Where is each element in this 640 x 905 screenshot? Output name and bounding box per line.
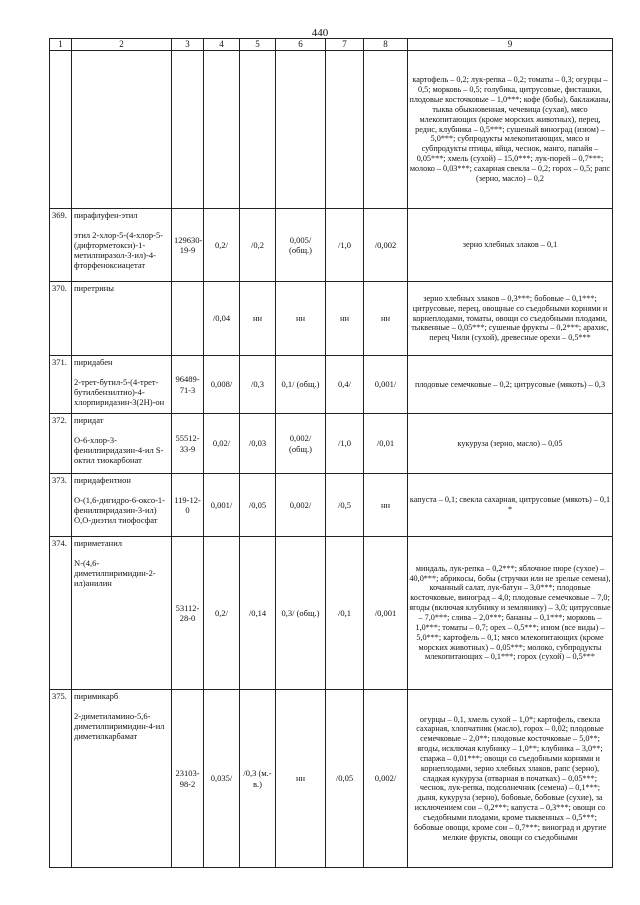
products-cell: кукуруза (зерно, масло) – 0,05 (408, 414, 613, 474)
value-cell: нн (276, 690, 326, 868)
table-row (50, 209, 613, 282)
value-cell: 0,2/ (204, 537, 240, 690)
value-cell: /0,03 (240, 414, 276, 474)
products-cell: миндаль, лук-репка – 0,2***; яблочное пюре (сухое) – 40,0***; абрикосы, бобы (стручки или не зрелые семена), кочанный салат, лук-батун – 3,0***; плодовые косточковые, виноград – 4,0; плодовые семечковые – 7,0; ягоды (включая клубнику и землянику) – 3,0; цитрусовые – 7,0***; слива – 2,0***; бананы – 0,1***; морковь – 1,0***; томаты – 0,7; орех – 0,5***; изюм (все виды) – 5,0***; картофель – 0,1; мясо млекопитающих (кроме морских животных) – 0,05***; молоко, субпродукты млекопитающих – 0,1***; горох (сухой) – 0,5*** (408, 537, 613, 690)
value-cell: /0,05 (326, 690, 364, 868)
value-cell (204, 51, 240, 209)
value-cell: нн (240, 282, 276, 356)
chemical-name: O-6-хлор-3-фенилпиридазин-4-ил S-октил тиокарбонат (74, 435, 164, 466)
row-number (50, 51, 72, 209)
table-row (50, 537, 613, 690)
value-cell: 0,3/ (общ.) (276, 537, 326, 690)
substance-cell (72, 356, 172, 414)
table-row (50, 414, 613, 474)
substance-name: пиримикарб (74, 691, 119, 701)
substance-name: пиридабен (74, 357, 113, 367)
cas-cell: 55512-33-9 (172, 414, 204, 474)
table-row (50, 51, 613, 209)
substance-cell (72, 51, 172, 209)
value-cell: 0,02/ (204, 414, 240, 474)
substance-cell (72, 282, 172, 356)
value-cell (326, 51, 364, 209)
value-cell: /0,05 (240, 474, 276, 537)
value-cell: 0,4/ (326, 356, 364, 414)
products-cell: капуста – 0,1; свекла сахарная, цитрусовые (мякоть) – 0,1 * (408, 474, 613, 537)
substance-cell (72, 414, 172, 474)
row-number: 371. (50, 356, 72, 414)
products-cell: зерно хлебных злаков – 0,3***; бобовые – 0,1***; цитрусовые, перец, овощные со съедобными корнями и корнеплодами, томаты, овощи со съедобными плодами, тыквенные – 0,05***; сушеные фрукты – 0,2***; арахис, перец Чили (сухой), древесные орехи – 0,5*** (408, 282, 613, 356)
cas-cell: 129630-19-9 (172, 209, 204, 282)
value-cell (240, 51, 276, 209)
col-header: 9 (408, 39, 613, 51)
col-header: 5 (240, 39, 276, 51)
products-cell: плодовые семечковые – 0,2; цитрусовые (мякоть) – 0,3 (408, 356, 613, 414)
value-cell: /0,01 (364, 414, 408, 474)
row-number: 369. (50, 209, 72, 282)
substance-cell (72, 690, 172, 868)
residue-table (49, 38, 613, 868)
col-header: 3 (172, 39, 204, 51)
row-number: 375. (50, 690, 72, 868)
value-cell: 0,002/ (общ.) (276, 414, 326, 474)
value-cell: /0,5 (326, 474, 364, 537)
col-header: 4 (204, 39, 240, 51)
value-cell: 0,005/ (общ.) (276, 209, 326, 282)
products-cell: огурцы – 0,1, хмель сухой – 1,0*; картофель, свекла сахарная, хлопчатник (масло), горох – 0,02; плодовые семечковые – 2,0**; плодовые косточковые – 5,0**; ягоды, исключая клубнику – 1,0**; клубника – 3,0**; спаржа – 0,01***; овощи со съедобными корнями и корнеплодами, зерно хлебных злаков, рапс (зерно), сладкая кукуруза (отварная в початках) – 0,05***; чеснок, лук-репка, подсолнечник (семена) – 0,1***; дыня, кукуруза (зерно), бобовые, бобовые (сухие), за исключением сои – 0,2***; капуста – 0,3***; овощи со съедобными плодами, кроме тыквенных – 0,5***; бобовые овощи, кроме сои – 0,7***; виноград и другие мелкие фрукты, овощи со съедобными (408, 690, 613, 868)
value-cell: нн (364, 474, 408, 537)
cas-cell: 96489-71-3 (172, 356, 204, 414)
substance-name: пиретрины (74, 283, 114, 293)
value-cell: /0,3 (240, 356, 276, 414)
substance-name: пиридафентион (74, 475, 131, 485)
table-row (50, 282, 613, 356)
row-number: 370. (50, 282, 72, 356)
value-cell: /0,002 (364, 209, 408, 282)
value-cell: /0,3 (м.-в.) (240, 690, 276, 868)
table-row (50, 690, 613, 868)
chemical-name: N-(4,6-диметилпиримидин-2-ил)анилин (74, 558, 156, 589)
substance-cell (72, 474, 172, 537)
products-cell: зерно хлебных злаков – 0,1 (408, 209, 613, 282)
value-cell: /0,1 (326, 537, 364, 690)
chemical-name: этил 2-хлор-5-(4-хлор-5-(дифторметокси)-1-метилпиразол-3-ил)-4-фторфеноксиацетат (74, 230, 164, 271)
value-cell: /0,14 (240, 537, 276, 690)
row-number: 374. (50, 537, 72, 690)
value-cell: 0,001/ (204, 474, 240, 537)
value-cell: нн (326, 282, 364, 356)
cas-cell (172, 282, 204, 356)
substance-cell (72, 209, 172, 282)
value-cell: /0,04 (204, 282, 240, 356)
value-cell (364, 51, 408, 209)
table-row (50, 356, 613, 414)
value-cell: /1,0 (326, 414, 364, 474)
value-cell: /0,2 (240, 209, 276, 282)
chemical-name: 2-диметиламино-5,6-диметилпиримидин-4-ил диметилкарбамат (74, 711, 165, 742)
value-cell: нн (276, 282, 326, 356)
products-cell: картофель – 0,2; лук-репка – 0,2; томаты – 0,3; огурцы – 0,5; морковь – 0,5; голубика, цитрусовые, фисташки, плодовые косточковые – 1,0***; кофе (бобы), баклажаны, тыква обыкновенная, чечевица (сухая), мясо млекопитающих (кроме морских животных), перец, редис, клубника – 0,5***; сушеный виноград (изюм) – 5,0***; субпродукты млекопитающих, мясо и субпродукты птицы, яйца, чеснок, манго, папайя – 0,05***; хмель (сухой) – 15,0***; лук-порей – 0,7***; молоко – 0,03***; сахарная свекла – 0,2; горох – 0,5; рапс (зерно, масло) – 0,2 (408, 51, 613, 209)
chemical-name: 2-трет-бутил-5-(4-трет-бутилбензилтио)-4-хлорпиридазин-3(2H)-он (74, 377, 165, 408)
cas-cell: 23103-98-2 (172, 690, 204, 868)
substance-name: пириметанил (74, 538, 122, 548)
value-cell: 0,008/ (204, 356, 240, 414)
row-number: 373. (50, 474, 72, 537)
value-cell: нн (364, 282, 408, 356)
cas-cell: 119-12-0 (172, 474, 204, 537)
substance-name: пиридат (74, 415, 104, 425)
value-cell: 0,002/ (276, 474, 326, 537)
value-cell: 0,002/ (364, 690, 408, 868)
substance-name: пирафлуфен-этил (74, 210, 138, 220)
value-cell: /0,001 (364, 537, 408, 690)
cas-cell (172, 51, 204, 209)
page-number: 440 (311, 27, 329, 39)
header-row (50, 39, 613, 51)
col-header: 8 (364, 39, 408, 51)
col-header: 2 (72, 39, 172, 51)
value-cell (276, 51, 326, 209)
substance-cell (72, 537, 172, 690)
value-cell: 0,001/ (364, 356, 408, 414)
chemical-name: O-(1,6-дигидро-6-оксо-1-фенилпиридазин-3-ил) O,O-диэтил тиофосфат (74, 495, 166, 526)
col-header: 7 (326, 39, 364, 51)
table-row (50, 474, 613, 537)
row-number: 372. (50, 414, 72, 474)
value-cell: 0,1/ (общ.) (276, 356, 326, 414)
value-cell: 0,035/ (204, 690, 240, 868)
cas-cell: 53112-28-0 (172, 537, 204, 690)
col-header: 6 (276, 39, 326, 51)
col-header: 1 (50, 39, 72, 51)
value-cell: /1,0 (326, 209, 364, 282)
value-cell: 0,2/ (204, 209, 240, 282)
